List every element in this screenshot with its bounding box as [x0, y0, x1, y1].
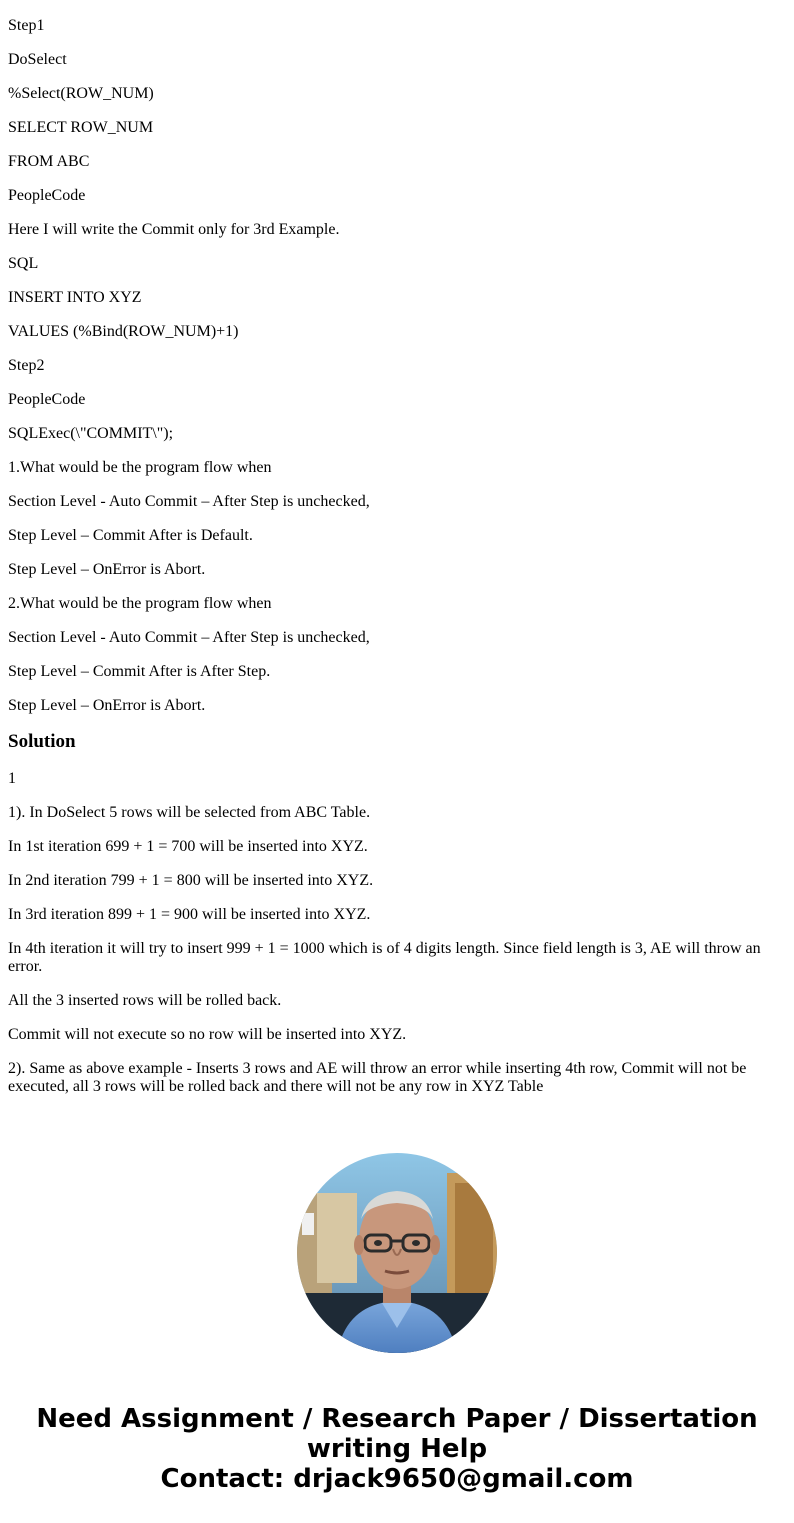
paragraph: PeopleCode — [8, 391, 86, 408]
footer-line: Need Assignment / Research Paper / Dissertation — [36, 1404, 758, 1434]
paragraph: In 3rd iteration 899 + 1 = 900 will be inserted into XYZ. — [8, 906, 371, 923]
paragraph: DoSelect — [8, 51, 67, 68]
paragraph: Step1 — [8, 17, 45, 34]
paragraph: In 4th iteration it will try to insert 999 + 1 = 1000 which is of 4 digits length. Since field length is 3, AE will throw an error. — [8, 940, 761, 975]
paragraph: 2). Same as above example - Inserts 3 rows and AE will throw an error while inserting 4th row, Commit will not be executed, all 3 rows will be rolled back and there will not be any row in XYZ Table — [8, 1060, 747, 1095]
paragraph: All the 3 inserted rows will be rolled back. — [8, 992, 282, 1009]
solution-paragraphs — [8, 770, 778, 1096]
paragraph: SQLExec(\"COMMIT\"); — [8, 425, 174, 442]
paragraph: INSERT INTO XYZ — [8, 289, 142, 306]
paragraph: Section Level - Auto Commit – After Step is unchecked, — [8, 629, 370, 646]
footer-contact — [0, 1404, 794, 1494]
author-photo-illustration — [297, 1153, 497, 1353]
paragraph: Step Level – OnError is Abort. — [8, 561, 206, 578]
paragraph: PeopleCode — [8, 187, 86, 204]
paragraph: Step2 — [8, 357, 45, 374]
paragraph: Step Level – OnError is Abort. — [8, 697, 206, 714]
paragraph: Step Level – Commit After is After Step. — [8, 663, 271, 680]
paragraph: Section Level - Auto Commit – After Step is unchecked, — [8, 493, 370, 510]
paragraph: Here I will write the Commit only for 3rd Example. — [8, 221, 340, 238]
paragraph: Step Level – Commit After is Default. — [8, 527, 253, 544]
paragraph: SELECT ROW_NUM — [8, 119, 154, 136]
paragraph: 1.What would be the program flow when — [8, 459, 272, 476]
paragraph: 2.What would be the program flow when — [8, 595, 272, 612]
paragraph — [8, 0, 778, 1]
paragraph: In 1st iteration 699 + 1 = 700 will be inserted into XYZ. — [8, 838, 368, 855]
footer-contact-line: Contact: drjack9650@gmail.com — [160, 1464, 634, 1494]
author-avatar — [297, 1153, 497, 1353]
top-paragraphs — [8, 0, 778, 715]
paragraph: 1 — [8, 770, 16, 787]
paragraph: FROM ABC — [8, 153, 90, 170]
paragraph: VALUES (%Bind(ROW_NUM)+1) — [8, 323, 239, 340]
paragraph: In 2nd iteration 799 + 1 = 800 will be inserted into XYZ. — [8, 872, 374, 889]
solution-heading: Solution — [8, 731, 76, 752]
article-body — [8, 0, 778, 1112]
footer-line: writing Help — [306, 1434, 488, 1464]
paragraph: 1). In DoSelect 5 rows will be selected from ABC Table. — [8, 804, 371, 821]
paragraph: Commit will not execute so no row will be inserted into XYZ. — [8, 1026, 407, 1043]
paragraph: %Select(ROW_NUM) — [8, 85, 154, 102]
paragraph: SQL — [8, 255, 39, 272]
